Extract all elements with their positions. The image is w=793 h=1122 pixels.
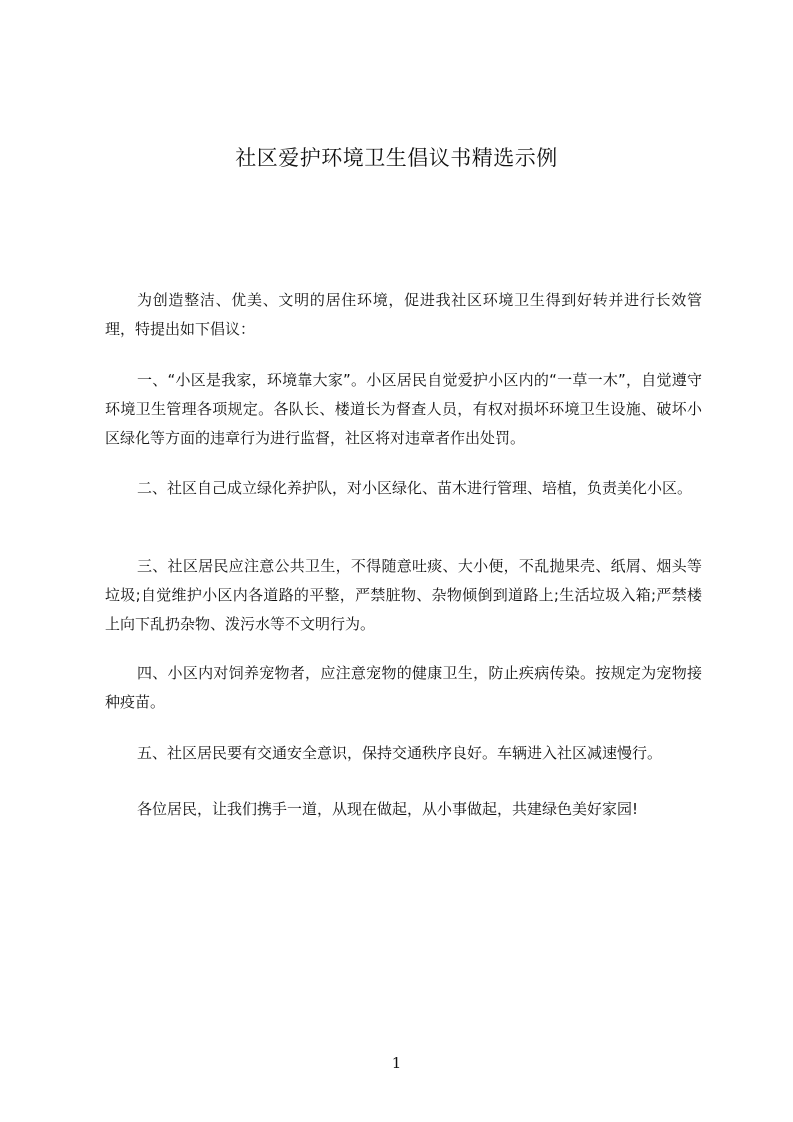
page-number: 1 (391, 1054, 402, 1072)
proposal-paragraph-3: 三、社区居民应注意公共卫生，不得随意吐痰、大小便，不乱抛果壳、纸屑、烟头等垃圾;自觉维护小区内各道路的平整，严禁脏物、杂物倾倒到道路上;生活垃圾入箱;严禁楼上向下乱扔杂物、泼污水等不文明行为。 (105, 557, 702, 633)
intro-paragraph: 为创造整洁、优美、文明的居住环境，促进我社区环境卫生得到好转并进行长效管理，特提出如下倡议： (105, 291, 702, 338)
document-title: 社区爱护环境卫生倡议书精选示例 (235, 146, 558, 170)
proposal-paragraph-5: 五、社区居民要有交通安全意识，保持交通秩序良好。车辆进入社区减速慢行。 (137, 744, 663, 762)
proposal-paragraph-1: 一、“小区是我家，环境靠大家”。小区居民自觉爱护小区内的“一草一木”，自觉遵守环境卫生管理各项规定。各队长、楼道长为督查人员，有权对损坏环境卫生设施、破坏小区绿化等方面的违章行为进行监督，社区将对违章者作出处罚。 (105, 371, 702, 447)
proposal-paragraph-4: 四、小区内对饲养宠物者，应注意宠物的健康卫生，防止疾病传染。按规定为宠物接种疫苗。 (105, 664, 702, 711)
closing-paragraph: 各位居民，让我们携手一道，从现在做起，从小事做起，共建绿色美好家园! (137, 800, 639, 818)
proposal-paragraph-2: 二、社区自己成立绿化养护队，对小区绿化、苗木进行管理、培植，负责美化小区。 (137, 479, 693, 497)
